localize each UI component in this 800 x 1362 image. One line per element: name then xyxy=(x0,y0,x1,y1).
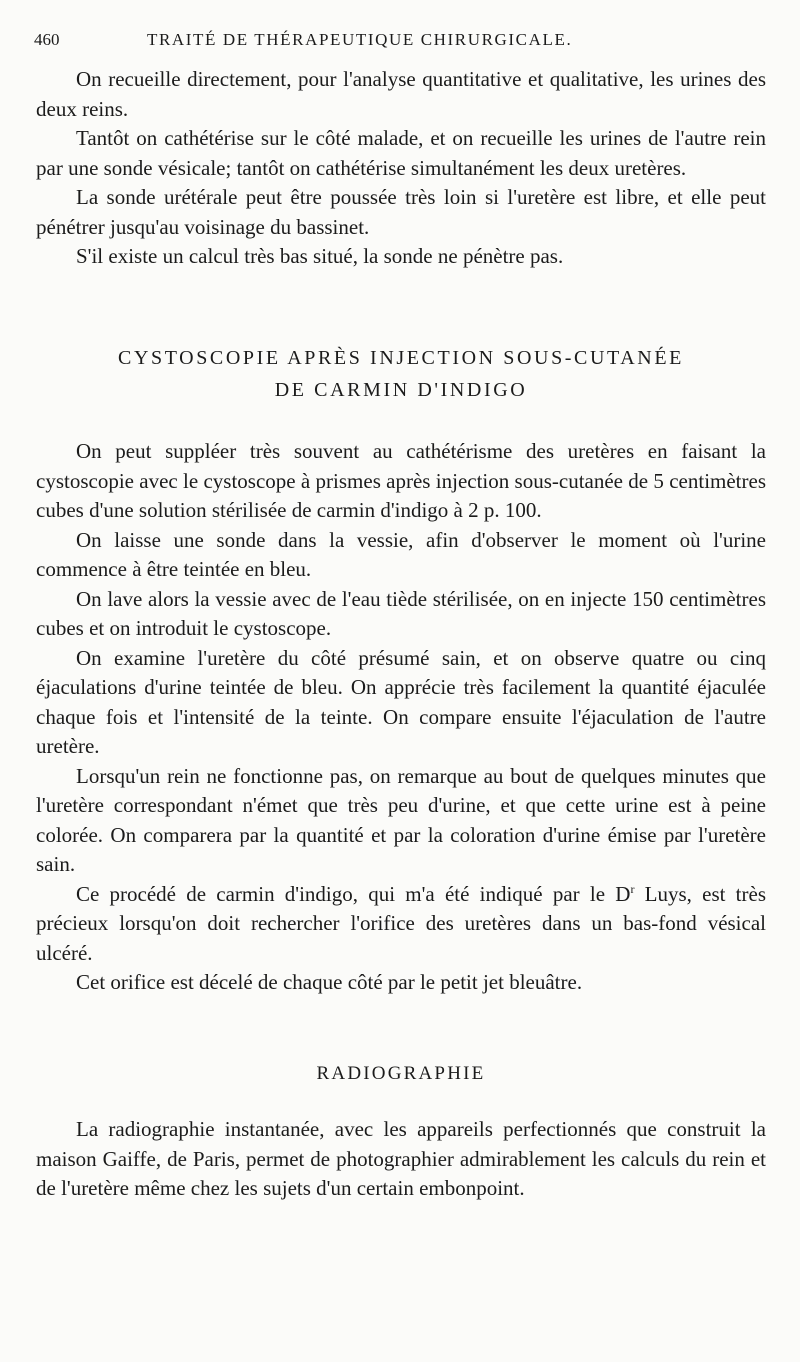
paragraph: Tantôt on cathétérise sur le côté malade, et on recueille les urines de l'autre rein par une sonde vésicale; tantôt on cathétérise simultanément les deux uretères. xyxy=(36,126,766,180)
cystoscopie-text-block xyxy=(36,437,766,998)
page-number: 460 xyxy=(34,30,60,49)
running-title: TRAITÉ DE THÉRAPEUTIQUE CHIRURGICALE. xyxy=(147,30,573,49)
intro-text-block xyxy=(36,65,766,272)
section-heading-cystoscopie xyxy=(36,342,766,406)
paragraph: La sonde urétérale peut être poussée très loin si l'uretère est libre, et elle peut pénétrer jusqu'au voisinage du bassinet. xyxy=(36,185,766,239)
paragraph: On lave alors la vessie avec de l'eau tiède stérilisée, on en injecte 150 centimètres cubes et on introduit le cystoscope. xyxy=(36,586,766,640)
text-run: Luys, est très précieux lorsqu'on doit rechercher l'orifice des uretères dans un bas-fond vésical ulcéré. xyxy=(36,881,767,965)
paragraph: Lorsqu'un rein ne fonctionne pas, on remarque au bout de quelques minutes que l'uretère correspondant n'émet que très peu d'urine, et que cette urine est à peine colorée. On comparera par la quantité et par la coloration d'urine émise par l'uretère sain. xyxy=(36,763,766,876)
paragraph: On peut suppléer très souvent au cathétérisme des uretères en faisant la cystoscopie avec le cystoscope à prismes après injection sous-cutanée de 5 centimètres cubes d'une solution stérilisée de carmin d'indigo à 2 p. 100. xyxy=(36,439,766,522)
paragraph-luys xyxy=(36,880,766,969)
heading-line: DE CARMIN D'INDIGO xyxy=(274,379,528,401)
superscript: r xyxy=(630,881,635,896)
text-run: Ce procédé de carmin d'indigo, qui m'a été indiqué par le D xyxy=(76,881,631,906)
paragraph: S'il existe un calcul très bas situé, la sonde ne pénètre pas. xyxy=(76,244,564,268)
heading-line: CYSTOSCOPIE APRÈS INJECTION SOUS-CUTANÉE xyxy=(118,347,684,369)
paragraph: On recueille directement, pour l'analyse quantitative et qualitative, les urines des deux reins. xyxy=(36,67,766,121)
paragraph: On examine l'uretère du côté présumé sain, et on observe quatre ou cinq éjaculations d'urine teintée de bleu. On apprécie très facilement la quantité éjaculée chaque fois et l'intensité de la teinte. On compare ensuite l'éjaculation de l'autre uretère. xyxy=(36,645,766,758)
section-heading-radiographie: RADIOGRAPHIE xyxy=(316,1063,486,1084)
running-header xyxy=(34,30,764,54)
paragraph: On laisse une sonde dans la vessie, afin d'observer le moment où l'urine commence à être teintée en bleu. xyxy=(36,527,766,581)
paragraph: Cet orifice est décelé de chaque côté par le petit jet bleuâtre. xyxy=(76,970,583,994)
paragraph: La radiographie instantanée, avec les appareils perfectionnés que construit la maison Gaiffe, de Paris, permet de photographier admirablement les calculs du rein et de l'uretère même chez les sujets d'un certain embonpoint. xyxy=(36,1117,766,1200)
radiographie-text-block xyxy=(36,1115,766,1204)
